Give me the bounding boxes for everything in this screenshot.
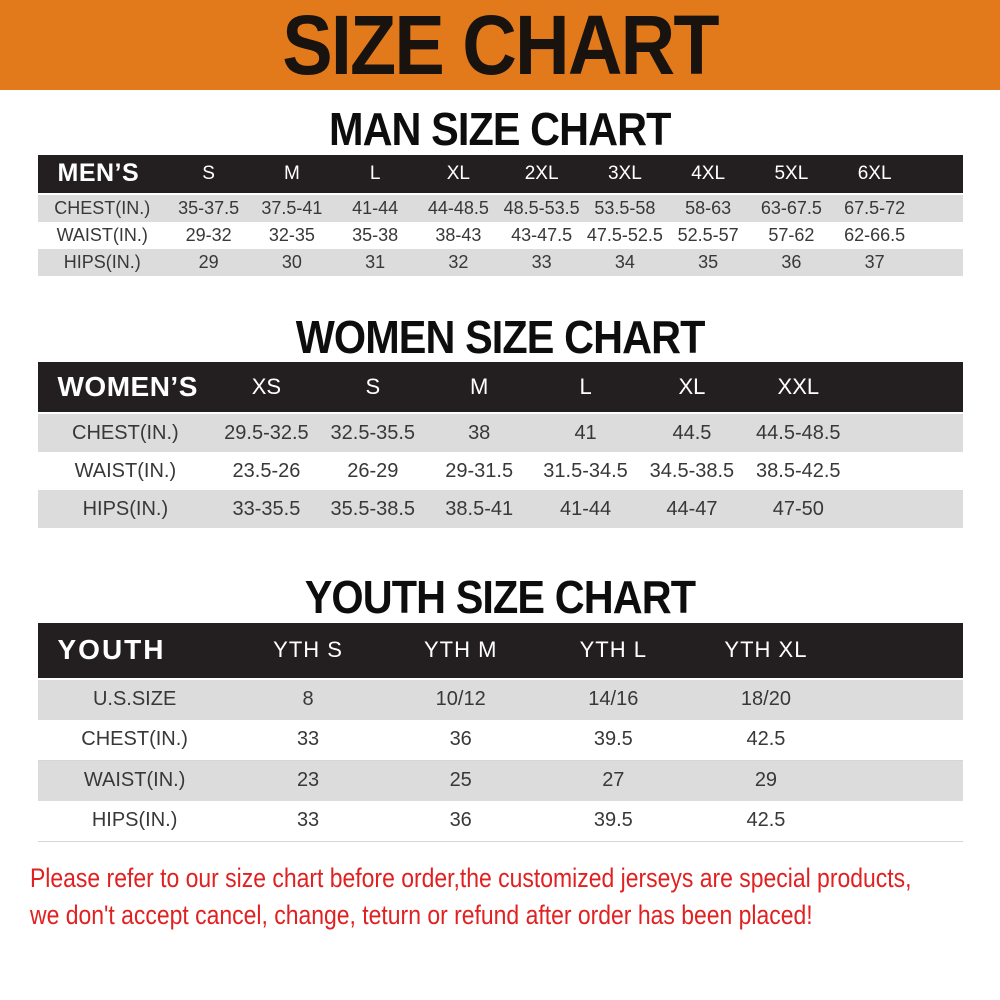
table-cell: 35 bbox=[667, 249, 750, 276]
table-cell: 36 bbox=[750, 249, 833, 276]
table-cell: 33 bbox=[232, 801, 385, 842]
spacer-cell bbox=[842, 679, 962, 720]
spacer-cell bbox=[916, 155, 962, 194]
men-col-header: XL bbox=[417, 155, 500, 194]
spacer-cell bbox=[916, 249, 962, 276]
row-label: HIPS(IN.) bbox=[38, 801, 232, 842]
table-cell: 31 bbox=[334, 249, 417, 276]
size-chart-banner bbox=[0, 0, 1000, 90]
youth-col-header: YTH L bbox=[537, 623, 690, 679]
youth-header-row bbox=[38, 623, 963, 679]
spacer-cell bbox=[852, 490, 963, 528]
table-cell: 42.5 bbox=[690, 801, 843, 842]
table-cell: 35.5-38.5 bbox=[320, 490, 426, 528]
table-cell: 30 bbox=[250, 249, 333, 276]
disclaimer bbox=[30, 860, 1000, 934]
men-col-header: M bbox=[250, 155, 333, 194]
table-cell: 23.5-26 bbox=[213, 452, 319, 490]
women-heading-text: WOMEN SIZE CHART bbox=[295, 310, 705, 363]
table-cell: 39.5 bbox=[537, 720, 690, 761]
table-cell: 8 bbox=[232, 679, 385, 720]
table-cell: 63-67.5 bbox=[750, 194, 833, 222]
men-col-header: 2XL bbox=[500, 155, 583, 194]
men-col-header: S bbox=[167, 155, 250, 194]
spacer-cell bbox=[852, 362, 963, 413]
men-header-row bbox=[38, 155, 963, 194]
spacer-cell bbox=[842, 760, 962, 801]
table-cell: 38-43 bbox=[417, 222, 500, 249]
row-label: WAIST(IN.) bbox=[38, 452, 214, 490]
table-cell: 41 bbox=[532, 413, 638, 452]
men-section-heading bbox=[0, 104, 1000, 155]
table-cell: 44-47 bbox=[639, 490, 745, 528]
youth-col-header: YTH S bbox=[232, 623, 385, 679]
table-cell: 35-37.5 bbox=[167, 194, 250, 222]
disclaimer-text bbox=[30, 860, 912, 934]
table-cell: 29-31.5 bbox=[426, 452, 532, 490]
table-cell: 29 bbox=[690, 760, 843, 801]
table-cell: 29 bbox=[167, 249, 250, 276]
women-col-header: S bbox=[320, 362, 426, 413]
men-col-header: 3XL bbox=[583, 155, 666, 194]
table-cell: 36 bbox=[384, 801, 537, 842]
spacer-cell bbox=[916, 194, 962, 222]
table-cell: 38.5-41 bbox=[426, 490, 532, 528]
women-section-heading bbox=[0, 312, 1000, 363]
table-cell: 58-63 bbox=[667, 194, 750, 222]
table-cell: 25 bbox=[384, 760, 537, 801]
women-chest-row bbox=[38, 413, 963, 452]
table-cell: 29.5-32.5 bbox=[213, 413, 319, 452]
table-cell: 67.5-72 bbox=[833, 194, 916, 222]
men-hips-row bbox=[38, 249, 963, 276]
table-cell: 34 bbox=[583, 249, 666, 276]
table-cell: 37.5-41 bbox=[250, 194, 333, 222]
table-cell: 39.5 bbox=[537, 801, 690, 842]
table-cell: 32 bbox=[417, 249, 500, 276]
table-cell: 38.5-42.5 bbox=[745, 452, 851, 490]
row-label: CHEST(IN.) bbox=[38, 413, 214, 452]
youth-waist-row bbox=[38, 760, 963, 801]
youth-ussize-row bbox=[38, 679, 963, 720]
spacer-cell bbox=[852, 452, 963, 490]
men-col-header: 5XL bbox=[750, 155, 833, 194]
women-size-table bbox=[38, 362, 963, 528]
youth-col-header: YTH M bbox=[384, 623, 537, 679]
women-col-header: XL bbox=[639, 362, 745, 413]
table-cell: 33-35.5 bbox=[213, 490, 319, 528]
table-cell: 44.5 bbox=[639, 413, 745, 452]
men-heading-text: MAN SIZE CHART bbox=[329, 103, 671, 155]
women-hips-row bbox=[38, 490, 963, 528]
table-cell: 48.5-53.5 bbox=[500, 194, 583, 222]
youth-col-header: YTH XL bbox=[690, 623, 843, 679]
women-col-header: L bbox=[532, 362, 638, 413]
table-cell: 47.5-52.5 bbox=[583, 222, 666, 249]
table-cell: 31.5-34.5 bbox=[532, 452, 638, 490]
youth-section-heading bbox=[0, 572, 1000, 623]
table-cell: 53.5-58 bbox=[583, 194, 666, 222]
table-cell: 18/20 bbox=[690, 679, 843, 720]
table-cell: 35-38 bbox=[334, 222, 417, 249]
men-corner-label: MEN’S bbox=[38, 155, 168, 194]
table-cell: 23 bbox=[232, 760, 385, 801]
youth-heading-text: YOUTH SIZE CHART bbox=[304, 571, 696, 624]
table-cell: 32.5-35.5 bbox=[320, 413, 426, 452]
men-size-table bbox=[38, 155, 963, 276]
row-label: HIPS(IN.) bbox=[38, 490, 214, 528]
spacer-cell bbox=[842, 623, 962, 679]
table-cell: 33 bbox=[500, 249, 583, 276]
table-cell: 41-44 bbox=[532, 490, 638, 528]
table-cell: 26-29 bbox=[320, 452, 426, 490]
row-label: WAIST(IN.) bbox=[38, 760, 232, 801]
row-label: HIPS(IN.) bbox=[38, 249, 168, 276]
spacer-cell bbox=[842, 720, 962, 761]
table-cell: 47-50 bbox=[745, 490, 851, 528]
table-cell: 33 bbox=[232, 720, 385, 761]
women-header-row bbox=[38, 362, 963, 413]
disclaimer-line-1: Please refer to our size chart before order,the customized jerseys are special products, bbox=[30, 862, 912, 893]
men-col-header: L bbox=[334, 155, 417, 194]
women-col-header: M bbox=[426, 362, 532, 413]
youth-hips-row bbox=[38, 801, 963, 842]
row-label: U.S.SIZE bbox=[38, 679, 232, 720]
table-cell: 41-44 bbox=[334, 194, 417, 222]
page-title: SIZE CHART bbox=[282, 0, 718, 92]
women-corner-label: WOMEN’S bbox=[38, 362, 214, 413]
women-col-header: XS bbox=[213, 362, 319, 413]
youth-chest-row bbox=[38, 720, 963, 761]
row-label: CHEST(IN.) bbox=[38, 194, 168, 222]
table-cell: 38 bbox=[426, 413, 532, 452]
table-cell: 42.5 bbox=[690, 720, 843, 761]
men-waist-row bbox=[38, 222, 963, 249]
table-cell: 14/16 bbox=[537, 679, 690, 720]
table-cell: 27 bbox=[537, 760, 690, 801]
youth-corner-label: YOUTH bbox=[38, 623, 232, 679]
table-cell: 62-66.5 bbox=[833, 222, 916, 249]
table-cell: 37 bbox=[833, 249, 916, 276]
spacer-cell bbox=[852, 413, 963, 452]
men-col-header: 6XL bbox=[833, 155, 916, 194]
women-col-header: XXL bbox=[745, 362, 851, 413]
spacer-cell bbox=[842, 801, 962, 842]
women-waist-row bbox=[38, 452, 963, 490]
table-cell: 44-48.5 bbox=[417, 194, 500, 222]
row-label: WAIST(IN.) bbox=[38, 222, 168, 249]
table-cell: 29-32 bbox=[167, 222, 250, 249]
table-cell: 44.5-48.5 bbox=[745, 413, 851, 452]
table-cell: 32-35 bbox=[250, 222, 333, 249]
table-cell: 52.5-57 bbox=[667, 222, 750, 249]
table-cell: 10/12 bbox=[384, 679, 537, 720]
youth-size-table bbox=[38, 623, 963, 842]
table-cell: 36 bbox=[384, 720, 537, 761]
disclaimer-line-2: we don't accept cancel, change, teturn or refund after order has been placed! bbox=[30, 899, 813, 930]
table-cell: 43-47.5 bbox=[500, 222, 583, 249]
table-cell: 34.5-38.5 bbox=[639, 452, 745, 490]
men-chest-row bbox=[38, 194, 963, 222]
row-label: CHEST(IN.) bbox=[38, 720, 232, 761]
men-col-header: 4XL bbox=[667, 155, 750, 194]
spacer-cell bbox=[916, 222, 962, 249]
table-cell: 57-62 bbox=[750, 222, 833, 249]
